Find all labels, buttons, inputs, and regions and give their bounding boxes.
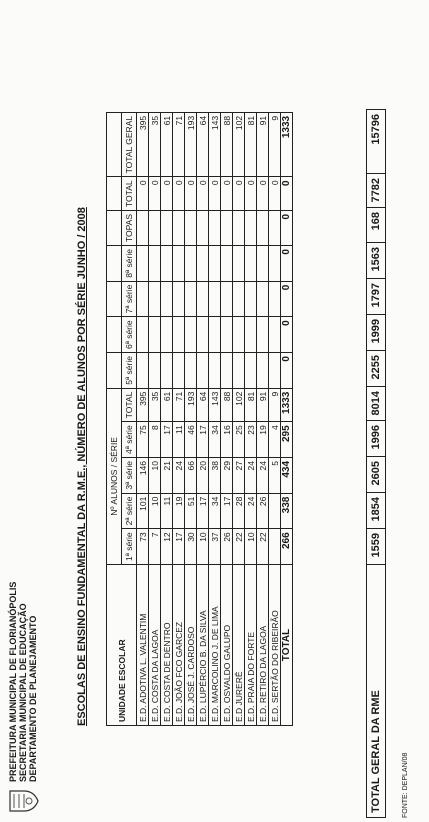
table-row: [245, 112, 257, 725]
table-cell: [149, 210, 161, 245]
table-cell: 61: [161, 112, 173, 176]
table-cell: 0: [185, 177, 197, 211]
table-cell: [185, 246, 197, 282]
institution-header: [8, 582, 38, 782]
grand-total-cell: 1797: [367, 279, 386, 315]
table-cell: [245, 210, 257, 245]
table-cell: 35: [149, 112, 161, 176]
table-cell: 26: [257, 493, 269, 529]
table-cell: 7: [149, 529, 161, 565]
table-cell: 24: [245, 457, 257, 493]
table-cell: [245, 281, 257, 317]
table-cell: 0: [209, 177, 221, 211]
table-cell: 24: [173, 457, 185, 493]
header-line-3: DEPARTAMENTO DE PLANEJAMENTO: [28, 615, 38, 782]
grand-total-table: [366, 109, 386, 818]
table-cell: [185, 353, 197, 389]
table-row: [221, 112, 233, 725]
header-line-2: SECRETARIA MUNICIPAL DE EDUCAÇÃO: [18, 603, 28, 782]
table-cell: 38: [209, 457, 221, 493]
col-header: TOTAL: [122, 177, 137, 211]
table-cell: [161, 353, 173, 389]
students-table: [106, 112, 293, 726]
table-row: [161, 112, 173, 725]
table-cell: 16: [221, 422, 233, 458]
table-cell: [269, 210, 281, 245]
col-header: TOTAL: [122, 388, 137, 422]
total-label: TOTAL: [281, 565, 293, 726]
total-cell: 0: [281, 210, 293, 245]
table-cell: 35: [149, 388, 161, 422]
grand-total-cell: 1854: [367, 493, 386, 529]
table-cell: 88: [221, 388, 233, 422]
table-cell: 27: [233, 457, 245, 493]
table-cell: 17: [197, 422, 209, 458]
school-name: E.D. RETIRO DA LAGOA: [257, 565, 269, 726]
table-cell: [221, 210, 233, 245]
table-cell: [257, 281, 269, 317]
table-cell: [185, 210, 197, 245]
table-cell: 12: [161, 529, 173, 565]
table-cell: 20: [197, 457, 209, 493]
col-header: 2ª série: [122, 493, 137, 529]
coat-of-arms-icon: [6, 788, 40, 814]
table-cell: 81: [245, 388, 257, 422]
table-cell: 24: [245, 493, 257, 529]
col-header: 3ª série: [122, 457, 137, 493]
table-row: [233, 112, 245, 725]
col-header: 1ª série: [122, 529, 137, 565]
table-cell: [149, 353, 161, 389]
table-cell: 64: [197, 388, 209, 422]
table-cell: 17: [161, 422, 173, 458]
table-cell: [233, 281, 245, 317]
table-cell: 81: [245, 112, 257, 176]
table-cell: 395: [137, 388, 149, 422]
total-cell: 295: [281, 422, 293, 458]
total-cell: 338: [281, 493, 293, 529]
grand-total-cell: 1559: [367, 529, 386, 565]
table-cell: [161, 210, 173, 245]
total-cell: 1333: [281, 112, 293, 176]
table-cell: 11: [161, 493, 173, 529]
table-row: [185, 112, 197, 725]
table-cell: [149, 317, 161, 353]
table-cell: [209, 353, 221, 389]
table-cell: 28: [233, 493, 245, 529]
table-cell: 46: [185, 422, 197, 458]
table-cell: 10: [245, 529, 257, 565]
total-cell: 1333: [281, 388, 293, 422]
table-cell: [221, 317, 233, 353]
table-cell: 146: [137, 457, 149, 493]
grand-total-cell: 15796: [367, 110, 386, 174]
table-cell: [149, 246, 161, 282]
grand-total-cell: 1996: [367, 421, 386, 457]
table-cell: 17: [221, 493, 233, 529]
table-cell: 193: [185, 112, 197, 176]
table-row: [269, 112, 281, 725]
table-cell: [173, 210, 185, 245]
grand-total-cell: 1999: [367, 315, 386, 351]
table-cell: [269, 317, 281, 353]
table-cell: [221, 246, 233, 282]
table-cell: [269, 493, 281, 529]
table-cell: 26: [221, 529, 233, 565]
table-cell: 22: [257, 529, 269, 565]
table-cell: [233, 210, 245, 245]
table-cell: 91: [257, 388, 269, 422]
table-cell: [221, 353, 233, 389]
school-name: E.D. PRAIA DO FORTE: [245, 565, 257, 726]
table-cell: 10: [149, 457, 161, 493]
table-cell: [197, 246, 209, 282]
school-name: E.D. OSVALDO GALUPO: [221, 565, 233, 726]
total-cell: 266: [281, 529, 293, 565]
total-cell: 0: [281, 246, 293, 282]
table-row: [257, 112, 269, 725]
table-cell: [137, 246, 149, 282]
table-cell: 101: [137, 493, 149, 529]
table-cell: 143: [209, 112, 221, 176]
grand-total-cell: 7782: [367, 174, 386, 208]
col-header-school: UNIDADE ESCOLAR: [107, 565, 137, 726]
group-header: Nº ALUNOS / SÉRIE: [107, 388, 122, 564]
table-cell: 17: [197, 493, 209, 529]
table-cell: 9: [269, 388, 281, 422]
table-cell: [269, 529, 281, 565]
col-header: 7ª série: [122, 281, 137, 317]
table-cell: [245, 353, 257, 389]
table-cell: [245, 317, 257, 353]
table-cell: [245, 246, 257, 282]
table-cell: [269, 281, 281, 317]
table-cell: 395: [137, 112, 149, 176]
col-header: TOTAL GERAL: [122, 112, 137, 176]
grand-total-cell: 168: [367, 208, 386, 243]
table-cell: [257, 210, 269, 245]
grand-total-cell: 2605: [367, 457, 386, 493]
total-cell: 0: [281, 177, 293, 211]
table-cell: [209, 317, 221, 353]
school-name: E.D. MARCOLINO J. DE LIMA: [209, 565, 221, 726]
table-row: [149, 112, 161, 725]
table-cell: 22: [233, 529, 245, 565]
table-cell: 0: [269, 177, 281, 211]
table-cell: 0: [137, 177, 149, 211]
table-cell: 0: [197, 177, 209, 211]
grand-total-label: TOTAL GERAL DA RME: [367, 565, 386, 818]
grand-total-cell: 1563: [367, 243, 386, 279]
school-name: E.D. JOSÉ J. CARDOSO: [185, 565, 197, 726]
total-cell: 0: [281, 317, 293, 353]
col-header: 8ª série: [122, 246, 137, 282]
table-cell: 66: [185, 457, 197, 493]
table-cell: 30: [185, 529, 197, 565]
table-cell: 25: [233, 422, 245, 458]
table-cell: 64: [197, 112, 209, 176]
table-cell: 10: [197, 529, 209, 565]
table-cell: [257, 317, 269, 353]
table-cell: 0: [233, 177, 245, 211]
table-cell: 91: [257, 112, 269, 176]
school-name: E.D JURERÊ: [233, 565, 245, 726]
table-cell: 0: [161, 177, 173, 211]
table-cell: 0: [149, 177, 161, 211]
table-cell: [197, 210, 209, 245]
source-note: FONTE: DEPLAN/08: [402, 752, 409, 818]
table-cell: [185, 281, 197, 317]
table-cell: [197, 353, 209, 389]
table-cell: 0: [257, 177, 269, 211]
table-cell: [185, 317, 197, 353]
table-cell: [209, 246, 221, 282]
table-cell: 0: [221, 177, 233, 211]
table-cell: 61: [161, 388, 173, 422]
grand-total-cell: 8014: [367, 387, 386, 421]
table-cell: 0: [245, 177, 257, 211]
page-title: ESCOLAS DE ENSINO FUNDAMENTAL DA R.M.E., NÚMERO DE ALUNOS POR SÉRIE JUNHO / 2008: [76, 207, 88, 726]
table-cell: [257, 353, 269, 389]
table-cell: [209, 210, 221, 245]
table-cell: 8: [149, 422, 161, 458]
table-cell: [137, 317, 149, 353]
table-cell: [173, 353, 185, 389]
table-cell: 29: [221, 457, 233, 493]
table-cell: 23: [245, 422, 257, 458]
table-cell: [161, 317, 173, 353]
table-cell: [269, 246, 281, 282]
table-cell: [173, 246, 185, 282]
table-cell: [221, 281, 233, 317]
table-cell: [161, 281, 173, 317]
table-cell: 9: [269, 112, 281, 176]
school-name: E.D. JOÃO FCO GARCEZ: [173, 565, 185, 726]
total-row: [281, 112, 293, 725]
table-cell: 4: [269, 422, 281, 458]
col-header: 5ª série: [122, 353, 137, 389]
table-cell: [137, 210, 149, 245]
table-cell: [233, 353, 245, 389]
table-cell: 19: [257, 422, 269, 458]
table-cell: 193: [185, 388, 197, 422]
table-cell: 71: [173, 388, 185, 422]
table-row: [173, 112, 185, 725]
school-name: E.D. COSTA DA LAGOA: [149, 565, 161, 726]
table-cell: [209, 281, 221, 317]
table-cell: [161, 246, 173, 282]
table-cell: 17: [173, 529, 185, 565]
col-header: TOPAS: [122, 210, 137, 245]
table-cell: [269, 353, 281, 389]
table-cell: 34: [209, 422, 221, 458]
table-cell: [173, 281, 185, 317]
total-cell: 434: [281, 457, 293, 493]
table-cell: [197, 281, 209, 317]
table-cell: [197, 317, 209, 353]
col-header: 4ª série: [122, 422, 137, 458]
table-cell: 143: [209, 388, 221, 422]
table-cell: 24: [257, 457, 269, 493]
table-cell: 10: [149, 493, 161, 529]
school-name: E.D. ADOTIVA L. VALENTIM: [137, 565, 149, 726]
table-cell: [137, 353, 149, 389]
table-cell: 73: [137, 529, 149, 565]
table-cell: 34: [209, 493, 221, 529]
table-cell: 88: [221, 112, 233, 176]
grand-total-cell: 2255: [367, 351, 386, 387]
col-header: 6ª série: [122, 317, 137, 353]
table-cell: [173, 317, 185, 353]
table-cell: 0: [173, 177, 185, 211]
table-cell: 19: [173, 493, 185, 529]
table-cell: 71: [173, 112, 185, 176]
table-row: [209, 112, 221, 725]
table-cell: 102: [233, 112, 245, 176]
table-cell: [149, 281, 161, 317]
school-name: E.D. COSTA DE DENTRO: [161, 565, 173, 726]
table-cell: 37: [209, 529, 221, 565]
table-cell: [257, 246, 269, 282]
table-cell: [137, 281, 149, 317]
total-cell: 0: [281, 281, 293, 317]
table-cell: 11: [173, 422, 185, 458]
school-name: E.D. LUPÉRCIO B. DA SILVA: [197, 565, 209, 726]
table-cell: 75: [137, 422, 149, 458]
school-name: E.D. SERTÃO DO RIBEIRÃO: [269, 565, 281, 726]
header-line-1: PREFEITURA MUNICIPAL DE FLORIANÓPOLIS: [8, 581, 18, 782]
table-cell: [233, 317, 245, 353]
table-cell: 5: [269, 457, 281, 493]
table-cell: [233, 246, 245, 282]
table-cell: 102: [233, 388, 245, 422]
table-cell: 21: [161, 457, 173, 493]
table-cell: 51: [185, 493, 197, 529]
total-cell: 0: [281, 353, 293, 389]
table-row: [137, 112, 149, 725]
table-row: [197, 112, 209, 725]
